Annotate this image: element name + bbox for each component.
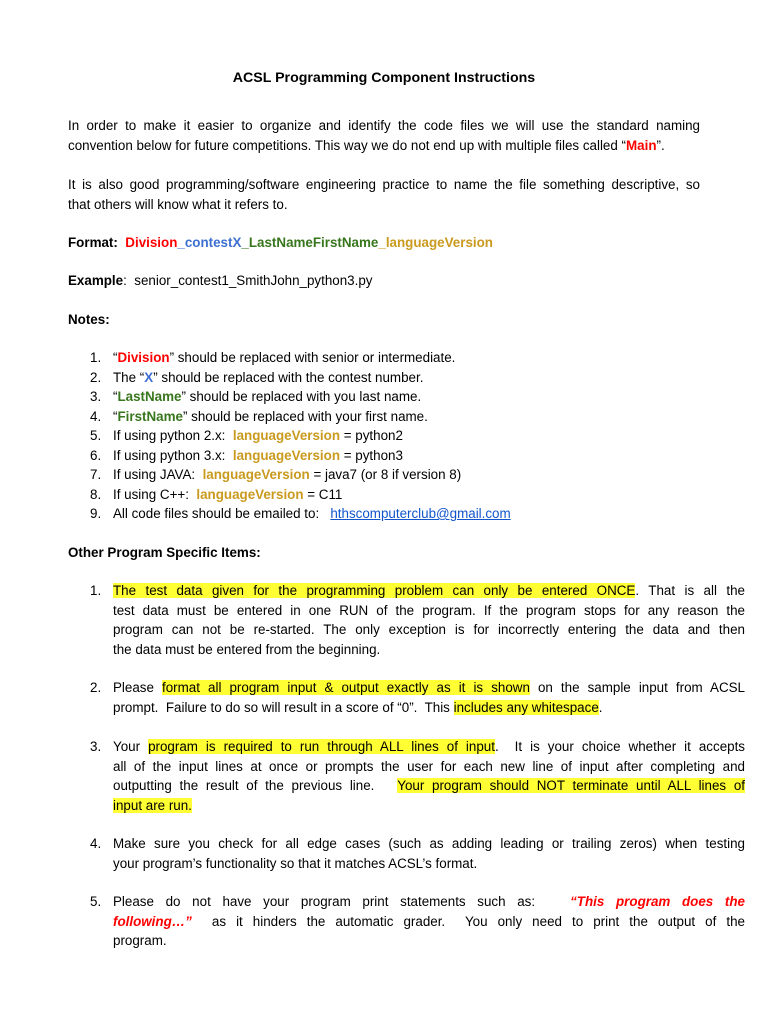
- page-title: ACSL Programming Component Instructions: [232, 70, 536, 86]
- note-text: = java7 (or 8 if version 8): [309, 467, 462, 482]
- intro-line-1: In order to make it easier to organize and identify the code files we will use the standard naming: [68, 118, 700, 133]
- item-1-line-2: test data must be entered in one RUN of the program. If the program stops for any reason the: [113, 602, 745, 618]
- item-3-line-3: [113, 776, 745, 796]
- notes-list: [68, 348, 708, 524]
- language-keyword: languageVersion: [232, 428, 341, 443]
- division-keyword: Division: [117, 350, 170, 365]
- note-text: The “: [113, 369, 145, 385]
- example-line: [68, 271, 700, 291]
- format-language: languageVersion: [385, 235, 493, 250]
- item-4-line-1: Make sure you check for all edge cases (such as adding leading or trailing zeros) when testing: [113, 836, 745, 851]
- format-division: Division: [125, 235, 178, 250]
- item-4-line-2: your program’s functionality so that it matches ACSL’s format.: [113, 855, 478, 871]
- list-number: 2.: [90, 680, 102, 695]
- list-item: [68, 834, 745, 873]
- format-name: LastNameFirstName: [248, 235, 379, 250]
- list-number: 7.: [90, 467, 102, 482]
- item-5-line-2: [113, 912, 745, 932]
- list-item: [68, 446, 708, 466]
- list-item: [68, 407, 708, 427]
- list-number: 9.: [90, 506, 102, 521]
- note-text: “: [113, 389, 118, 404]
- list-item: [68, 348, 708, 368]
- list-number: 8.: [90, 486, 102, 502]
- item-1-line-4: the data must be entered from the beginning.: [113, 641, 381, 657]
- item-text: on the sample input from ACSL: [529, 680, 745, 695]
- note-text: If using python 3.x:: [113, 447, 233, 463]
- quoted-statement: following…”: [113, 913, 192, 929]
- format-contestx: contestX: [184, 235, 242, 250]
- note-text: = python3: [340, 447, 403, 463]
- list-item: [68, 737, 745, 815]
- note-text: All code files should be emailed to:: [113, 506, 331, 521]
- example-value: senior_contest1_SmithJohn_python3.py: [134, 273, 373, 288]
- practice-paragraph: [68, 175, 700, 214]
- practice-line-1: It is also good programming/software engineering practice to name the file something descriptive, so: [68, 177, 700, 192]
- note-text: ” should be replaced with your first name.: [182, 408, 428, 424]
- note-text: = C11: [303, 486, 343, 502]
- highlight-text: The test data given for the programming problem can only be entered ONCE: [113, 583, 636, 598]
- highlight-text: program is required to run through ALL lines of input: [148, 739, 495, 754]
- item-text: Your: [113, 739, 149, 754]
- item-text: prompt. Failure to do so will result in a score of “0”. This: [113, 699, 454, 715]
- note-text: If using JAVA:: [113, 467, 203, 482]
- item-text: . That is all the: [635, 583, 745, 598]
- firstname-keyword: FirstName: [117, 408, 183, 424]
- example-label: Example: [68, 273, 124, 288]
- list-number: 6.: [90, 447, 102, 463]
- intro-line-2: [68, 138, 665, 153]
- item-1-line-3: program can not be re-started. The only exception is for incorrectly entering the data and then: [113, 622, 745, 637]
- quoted-statement: “This program does the: [570, 894, 745, 909]
- format-sep-2: _: [241, 235, 249, 250]
- list-number: 3.: [90, 389, 102, 404]
- item-5-line-1: [113, 892, 745, 912]
- language-keyword: languageVersion: [232, 447, 341, 463]
- format-line: [68, 233, 700, 253]
- item-3-line-2: all of the input lines at once or prompts the user for each new line of input after completing and: [113, 758, 745, 774]
- list-item: [68, 465, 708, 485]
- item-3-line-4: [113, 796, 745, 816]
- list-number: 5.: [90, 428, 102, 443]
- format-label: Format:: [68, 235, 118, 250]
- highlight-text: format all program input & output exactly as it is shown: [162, 680, 530, 695]
- other-items-heading: Other Program Specific Items:: [68, 545, 261, 560]
- item-text: Please: [113, 680, 163, 695]
- item-text: .: [598, 699, 603, 715]
- note-text: ” should be replaced with you last name.: [181, 389, 422, 404]
- highlight-text: includes any whitespace: [453, 699, 599, 715]
- list-item: [68, 387, 708, 407]
- item-text: as it hinders the automatic grader. You only need to print the output of the: [191, 913, 745, 929]
- list-item: [68, 892, 745, 951]
- list-item: [68, 485, 708, 505]
- list-item: [68, 426, 708, 446]
- note-text: “: [113, 408, 118, 424]
- lastname-keyword: LastName: [117, 389, 182, 404]
- highlight-text: Your program should NOT terminate until ALL lines of: [397, 778, 745, 793]
- item-2-line-2: [113, 698, 745, 718]
- notes-heading: Notes:: [68, 312, 110, 327]
- language-keyword: languageVersion: [202, 467, 310, 482]
- note-text: If using C++:: [113, 486, 197, 502]
- item-text: outputting the result of the previous line.: [113, 778, 398, 793]
- email-link[interactable]: hthscomputerclub@gmail.com: [330, 506, 511, 521]
- format-sep-3: _: [378, 235, 386, 250]
- list-number: 4.: [90, 408, 102, 424]
- list-number: 4.: [90, 836, 102, 851]
- note-text: = python2: [340, 428, 403, 443]
- intro-line-2-text: convention below for future competitions. This way we do not end up with multiple files called “: [68, 137, 626, 153]
- note-text: ” should be replaced with senior or intermediate.: [169, 350, 456, 365]
- list-item: [68, 368, 708, 388]
- note-text: ” should be replaced with the contest number.: [153, 369, 424, 385]
- list-item: [68, 581, 745, 659]
- item-text: . It is your choice whether it accepts: [494, 739, 746, 754]
- item-3-line-1: [113, 737, 745, 757]
- intro-paragraph: [68, 116, 700, 155]
- example-colon: :: [123, 273, 127, 288]
- language-keyword: languageVersion: [196, 486, 304, 502]
- list-item: [68, 504, 708, 524]
- list-number: 5.: [90, 894, 102, 909]
- list-item: [68, 678, 745, 717]
- practice-line-2: that others will know what it refers to.: [68, 196, 288, 212]
- main-keyword: Main: [626, 137, 657, 153]
- list-number: 2.: [90, 369, 102, 385]
- intro-line-2-end: ”.: [656, 137, 665, 153]
- list-number: 1.: [90, 350, 102, 365]
- list-number: 3.: [90, 739, 102, 754]
- highlight-text: input are run.: [113, 797, 192, 813]
- note-text: If using python 2.x:: [113, 428, 233, 443]
- item-1-line-1: [113, 581, 745, 601]
- note-text: “: [113, 350, 118, 365]
- item-5-line-3: program.: [113, 933, 167, 948]
- item-text: Please do not have your program print statements such as:: [113, 894, 571, 909]
- format-sep-1: _: [177, 235, 185, 250]
- list-number: 1.: [90, 583, 102, 598]
- item-2-line-1: [113, 678, 745, 698]
- x-keyword: X: [144, 369, 154, 385]
